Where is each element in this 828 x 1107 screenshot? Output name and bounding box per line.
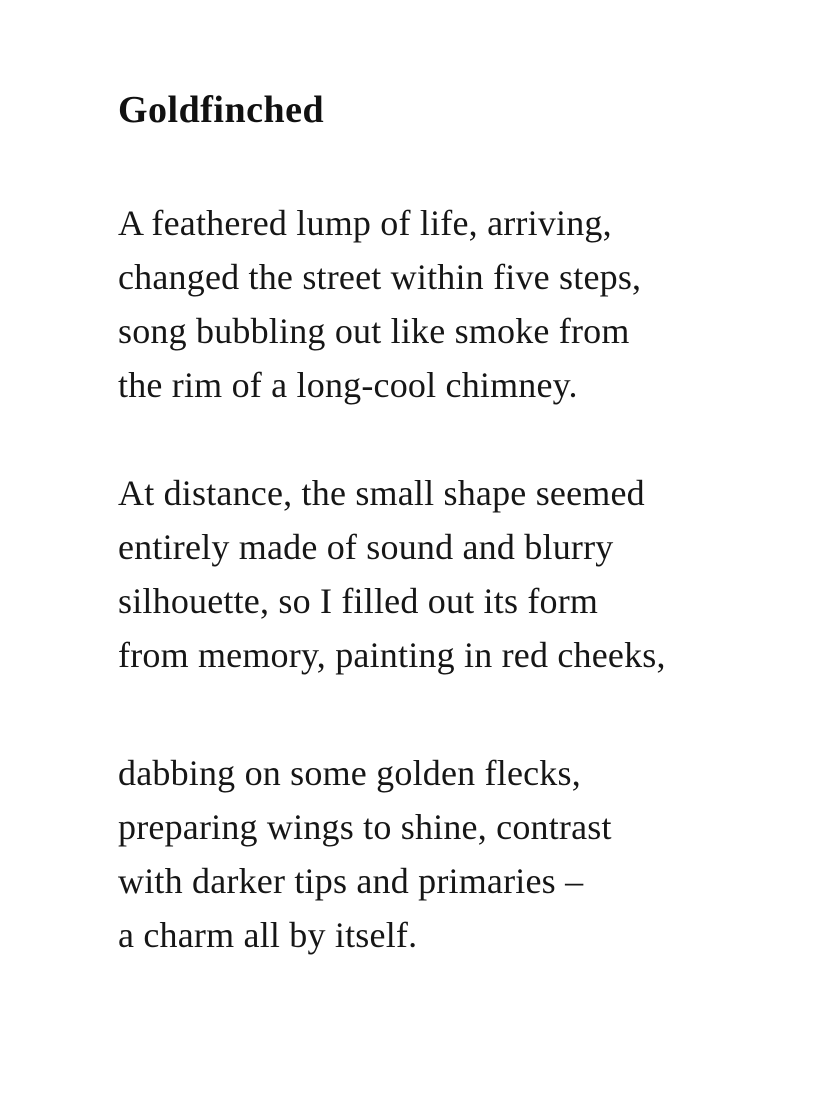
poem-line: At distance, the small shape seemed (118, 472, 645, 513)
poem-line: a charm all by itself. (118, 914, 418, 955)
poem-stanza (118, 466, 728, 682)
poem-line: song bubbling out like smoke from (118, 310, 630, 351)
poem-line: from memory, painting in red cheeks, (118, 634, 666, 675)
poem-stanza (118, 746, 728, 962)
poem-line: entirely made of sound and blurry (118, 526, 614, 567)
poem-line: the rim of a long-cool chimney. (118, 364, 578, 405)
poem-line: silhouette, so I filled out its form (118, 580, 599, 621)
poem-line: A feathered lump of life, arriving, (118, 202, 612, 243)
poem-body (118, 196, 728, 962)
poem-title: Goldfinched (118, 89, 325, 131)
poem-line: preparing wings to shine, contrast (118, 806, 612, 847)
poem-stanza (118, 196, 728, 412)
poem-line: with darker tips and primaries – (118, 860, 584, 901)
poem-line: dabbing on some golden flecks, (118, 752, 581, 793)
poem-line: changed the street within five steps, (118, 256, 642, 297)
